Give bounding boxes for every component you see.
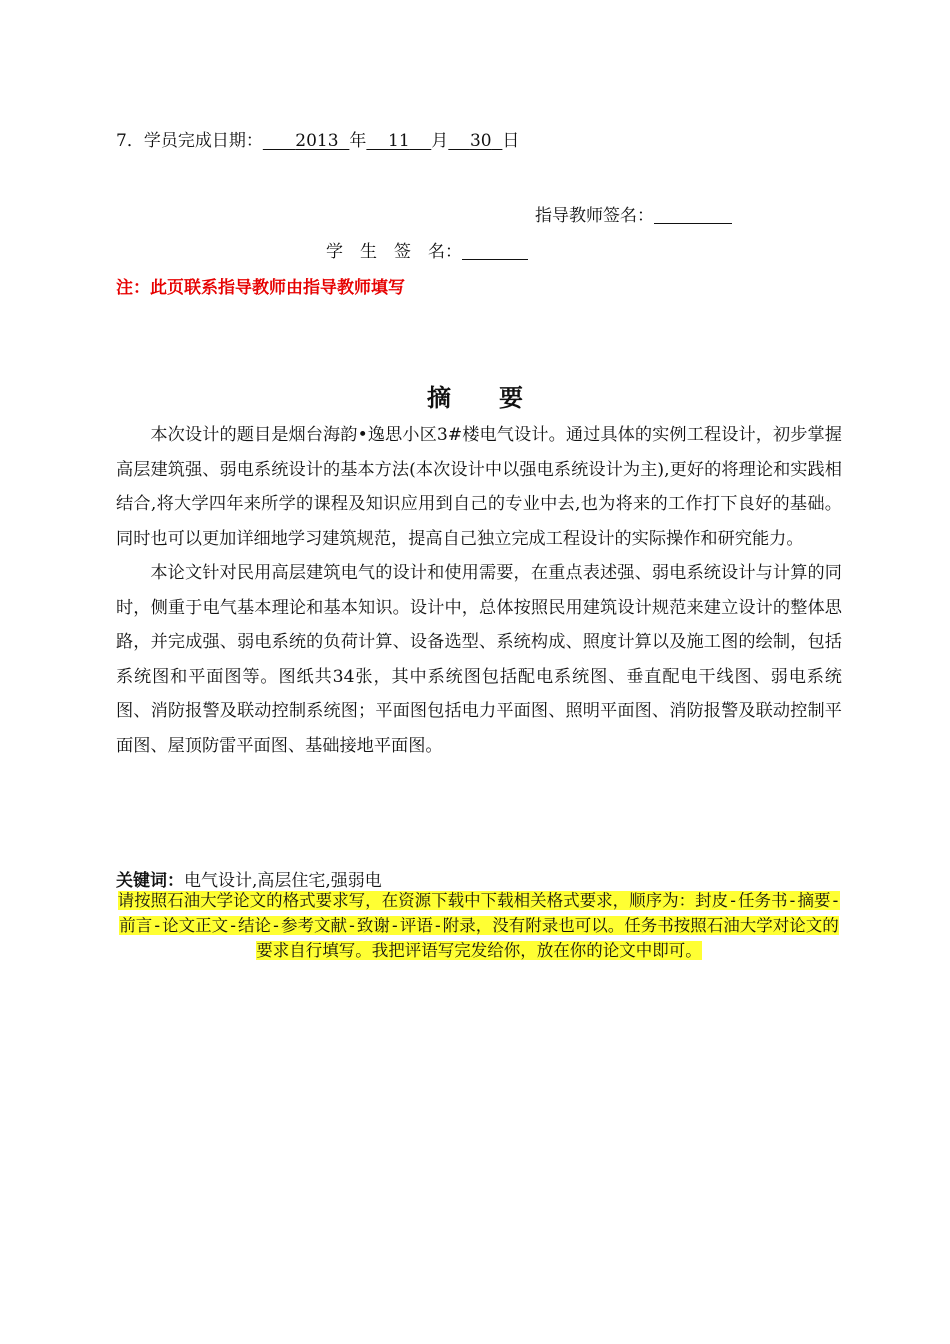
advisor-signature-label: 指导教师签名： <box>535 206 654 226</box>
completion-date-line <box>116 126 519 151</box>
abstract-paragraph: 本次设计的题目是烟台海韵•逸思小区3#楼电气设计。通过具体的实例工程设计，初步掌握高层建筑强、弱电系统设计的基本方法(本次设计中以强电系统设计为主),更好的将理论和实践相结合,将大学四年来所学的课程及知识应用到自己的专业中去,也为将来的工作打下良好的基础。同时也可以更加详细地学习建筑规范，提高自己独立完成工程设计的实际操作和研究能力。 <box>116 425 842 549</box>
abstract-title: 摘 要 <box>427 383 523 412</box>
student-signature-label: 学 生 签 名： <box>326 242 462 262</box>
instruction-text: 请按照石油大学论文的格式要求写，在资源下载中下载相关格式要求，顺序为：封皮-任务书-摘要-前言-论文正文-结论-参考文献-致谢-评语-附录，没有附录也可以。任务书按照石油大学对论文的要求自行填写。我把评语写完发给你，放在你的论文中即可。 <box>117 891 841 960</box>
student-signature-line <box>326 237 528 262</box>
advisor-signature-blank[interactable] <box>654 205 732 224</box>
date-month: 11 <box>388 131 410 151</box>
date-prefix: 7．学员完成日期： <box>116 131 263 151</box>
advisor-signature-line <box>535 201 732 226</box>
date-day: 30 <box>469 131 492 151</box>
date-month-unit: 月 <box>431 131 449 151</box>
keywords-label: 关键词： <box>116 871 184 891</box>
date-year-unit: 年 <box>349 131 367 151</box>
abstract-body <box>116 418 842 763</box>
keywords-value: 电气设计,高层住宅,强弱电 <box>184 871 382 891</box>
advisor-note: 注：此页联系指导教师由指导教师填写 <box>116 278 405 298</box>
date-day-unit: 日 <box>502 131 520 151</box>
instruction-note <box>116 888 842 963</box>
date-year: 2013 <box>295 131 339 151</box>
abstract-paragraph: 本论文针对民用高层建筑电气的设计和使用需要，在重点表述强、弱电系统设计与计算的同时，侧重于电气基本理论和基本知识。设计中，总体按照民用建筑设计规范来建立设计的整体思路，并完成强、弱电系统的负荷计算、设备选型、系统构成、照度计算以及施工图的绘制，包括系统图和平面图等。图纸共34张，其中系统图包括配电系统图、垂直配电干线图、弱电系统图、消防报警及联动控制系统图；平面图包括电力平面图、照明平面图、消防报警及联动控制平面图、屋顶防雷平面图、基础接地平面图。 <box>116 563 842 756</box>
student-signature-blank[interactable] <box>462 241 528 260</box>
